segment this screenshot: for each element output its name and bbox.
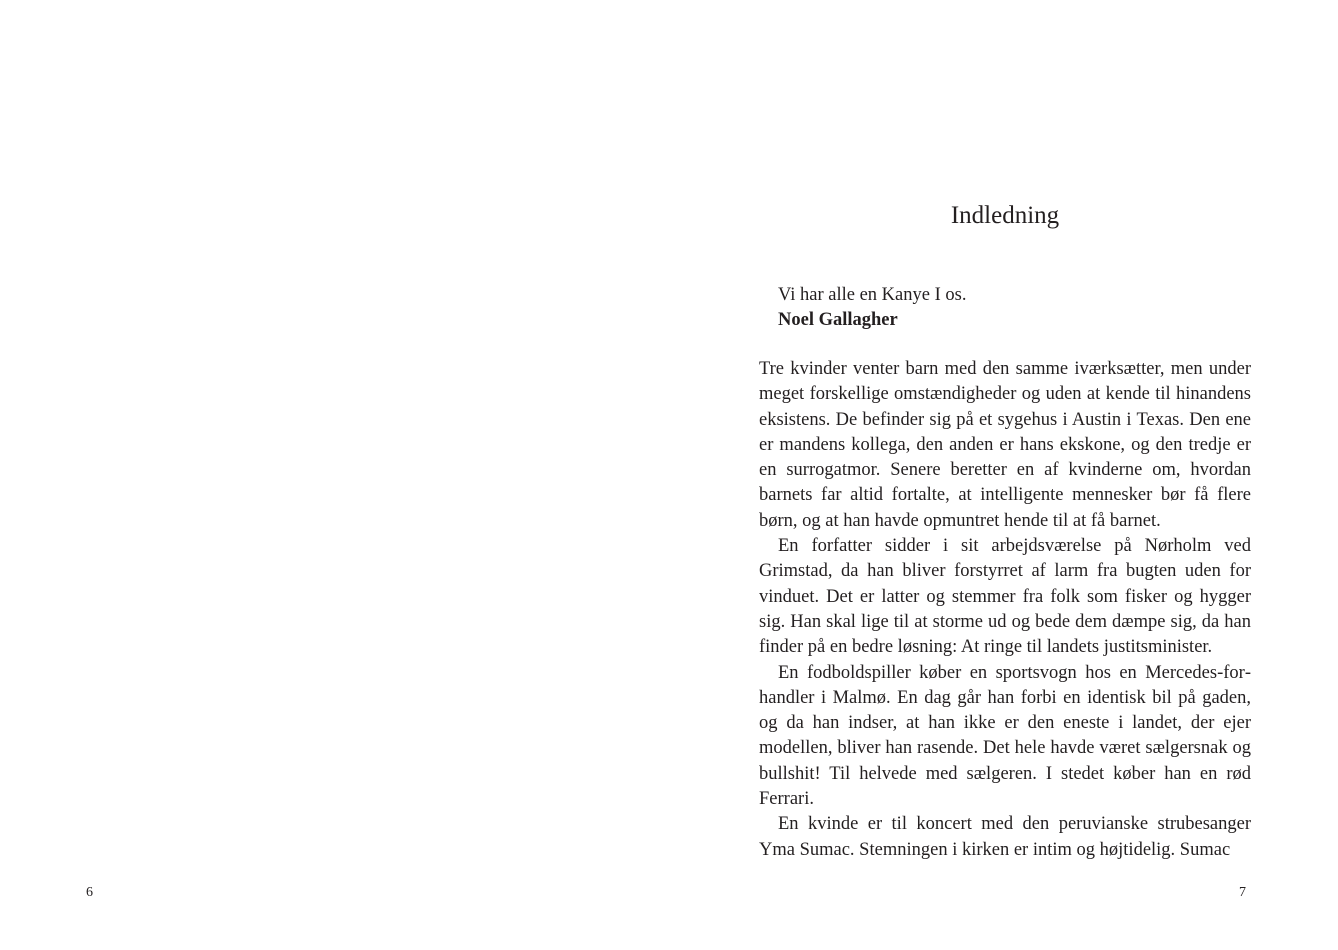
- epigraph: [778, 283, 966, 333]
- page-number-left: 6: [86, 885, 93, 900]
- paragraph: En kvinde er til koncert med den peruvianske strubesanger Yma Sumac. Stemningen i kirken er intim og højtidelig. Sumac: [759, 814, 1251, 860]
- epigraph-author: Noel Gallagher: [778, 310, 898, 330]
- page-number-right: 7: [1239, 885, 1246, 900]
- right-page: [669, 0, 1338, 950]
- paragraph: En fodboldspiller køber en sportsvogn hos en Mercedes-forhandler i Malmø. En dag går han forbi en identisk bil på gaden, og da han indser, at han ikke er den eneste i landet, der ejer modellen, bliver han rasende. Det hele havde været sælgersnak og bullshit! Til helvede med sælgeren. I stedet køber han en rød Ferrari.: [759, 662, 1251, 810]
- chapter-title: Indledning: [950, 202, 1060, 229]
- epigraph-quote: Vi har alle en Kanye I os.: [778, 285, 967, 305]
- paragraph: Tre kvinder venter barn med den samme iværksætter, men under meget forskellige omstændigheder og uden at kende til hinandens eksistens. De befinder sig på et sygehus i Austin i Texas. Den ene er mandens kollega, den anden er hans ekskone, og den tredje er en surrogatmor. Senere beretter en af kvinderne om, hvordan barnets far altid fortalte, at intelligente mennesker bør få flere børn, og at han havde opmuntret hende til at få barnet.: [759, 359, 1251, 531]
- body-text: [759, 357, 1251, 863]
- paragraph: En forfatter sidder i sit arbejdsværelse på Nørholm ved Grimstad, da han bliver forstyrret af larm fra bugten uden for vinduet. Det er latter og stemmer fra folk som fisker og hygger sig. Han skal lige til at storme ud og bede dem dæmpe sig, da han finder på en bedre løsning: At ringe til landets justitsminister.: [759, 536, 1251, 658]
